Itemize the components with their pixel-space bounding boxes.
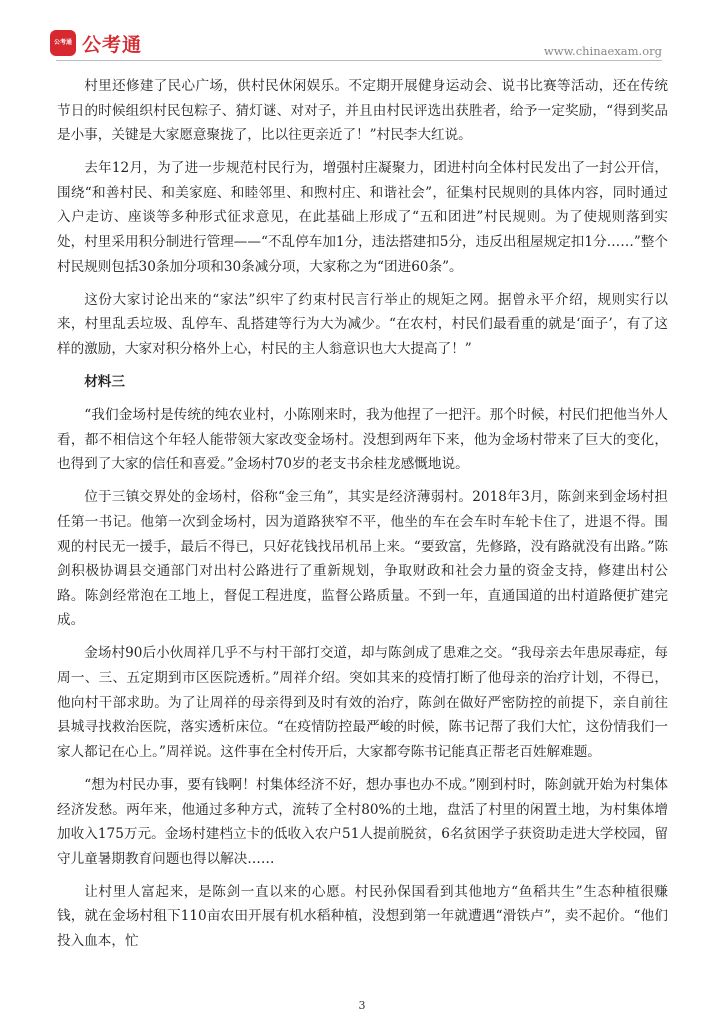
paragraph-6: 金场村90后小伙周祥几乎不与村干部打交道，却与陈剑成了患难之交。“我母亲去年患尿毒症，每周一、三、五定期到市区医院透析。”周祥介绍。突如其来的疫情打断了他母亲的治疗计划，不得已，他向村干部求助。为了让周祥的母亲得到及时有效的治疗，陈剑在做好严密防控的前提下，亲自前往县城寻找救治医院，落实透析床位。“在疫情防控最严峻的时候，陈书记帮了我们大忙，这份情我们一家人都记在心上。”周祥说。这件事在全村传开后，大家都夸陈书记能真正帮老百姓解难题。 [57,645,668,760]
paragraph-1: 村里还修建了民心广场，供村民休闲娱乐。不定期开展健身运动会、说书比赛等活动，还在传统节日的时候组织村民包粽子、猜灯谜、对对子，并且由村民评选出获胜者，给予一定奖励，“得到奖品是小事，关键是大家愿意聚拢了，比以往更亲近了！”村民李大红说。 [57,78,668,144]
paragraph-3: 这份大家讨论出来的“家法”织牢了约束村民言行举止的规矩之网。据曾永平介绍，规则实行以来，村里乱丢垃圾、乱停车、乱搭建等行为大为减少。“在农村，村民们最看重的就是‘面子’，有了这样的激励，大家对积分格外上心，村民的主人翁意识也大大提高了！” [57,291,668,357]
paragraph-2: 去年12月，为了进一步规范村民行为，增强村庄凝聚力，团进村向全体村民发出了一封公开信，围绕“和善村民、和美家庭、和睦邻里、和煦村庄、和谐社会”，征集村民规则的具体内容，同时通过入户走访、座谈等多种形式征求意见，在此基础上形成了“五和团进”村民规则。为了使规则落到实处，村里采用积分制进行管理——“不乱停车加1分，违法搭建扣5分，违反出租屋规定扣1分……”整个村民规则包括30条加分项和30条减分项，大家称之为“团进60条”。 [57,160,668,275]
logo-text: 公考通 [82,33,143,56]
paragraph-5: 位于三镇交界处的金场村，俗称“金三角”，其实是经济薄弱村。2018年3月，陈剑来到金场村担任第一书记。他第一次到金场村，因为道路狭窄不平，他坐的车在会车时车轮卡住了，进退不得。围观的村民无一援手，最后不得已，只好花钱找吊机吊上来。“要致富，先修路，没有路就没有出路。”陈剑积极协调县交通部门对出村公路进行了重新规划，争取财政和社会力量的资金支持，修建出村公路。陈剑经常泡在工地上，督促工程进度，监督公路质量。不到一年，直通国道的出村道路便扩建完成。 [57,489,668,629]
logo-badge-icon: 公考通 [50,30,76,56]
header-divider [56,60,662,61]
page-header [0,0,724,60]
page-number: 3 [358,999,366,1012]
brand-logo[interactable] [50,30,142,56]
section-heading: 材料三 [84,374,125,391]
document-body [57,74,668,962]
paragraph-4: “我们金场村是传统的纯农业村，小陈刚来时，我为他捏了一把汗。那个时候，村民们把他当外人看，都不相信这个年轻人能带领大家改变金场村。没想到两年下来，他为金场村带来了巨大的变化，也得到了大家的信任和喜爱。”金场村70岁的老支书余桂龙感慨地说。 [57,407,668,473]
paragraph-7: “想为村民办事，要有钱啊！村集体经济不好，想办事也办不成。”刚到村时，陈剑就开始为村集体经济发愁。两年来，他通过多种方式，流转了全村80%的土地，盘活了村里的闲置土地，为村集体增加收入175万元。金场村建档立卡的低收入农户51人提前脱贫，6名贫困学子获资助走进大学校园，留守儿童暑期教育问题也得以解决…… [57,776,668,867]
paragraph-8: 让村里人富起来，是陈剑一直以来的心愿。村民孙保国看到其他地方“鱼稻共生”生态种植很赚钱，就在金场村租下110亩农田开展有机水稻种植，没想到第一年就遭遇“滑铁卢”，卖不起价。“他们投入血本，忙 [57,883,668,949]
site-url[interactable]: www.chinaexam.org [543,44,662,58]
